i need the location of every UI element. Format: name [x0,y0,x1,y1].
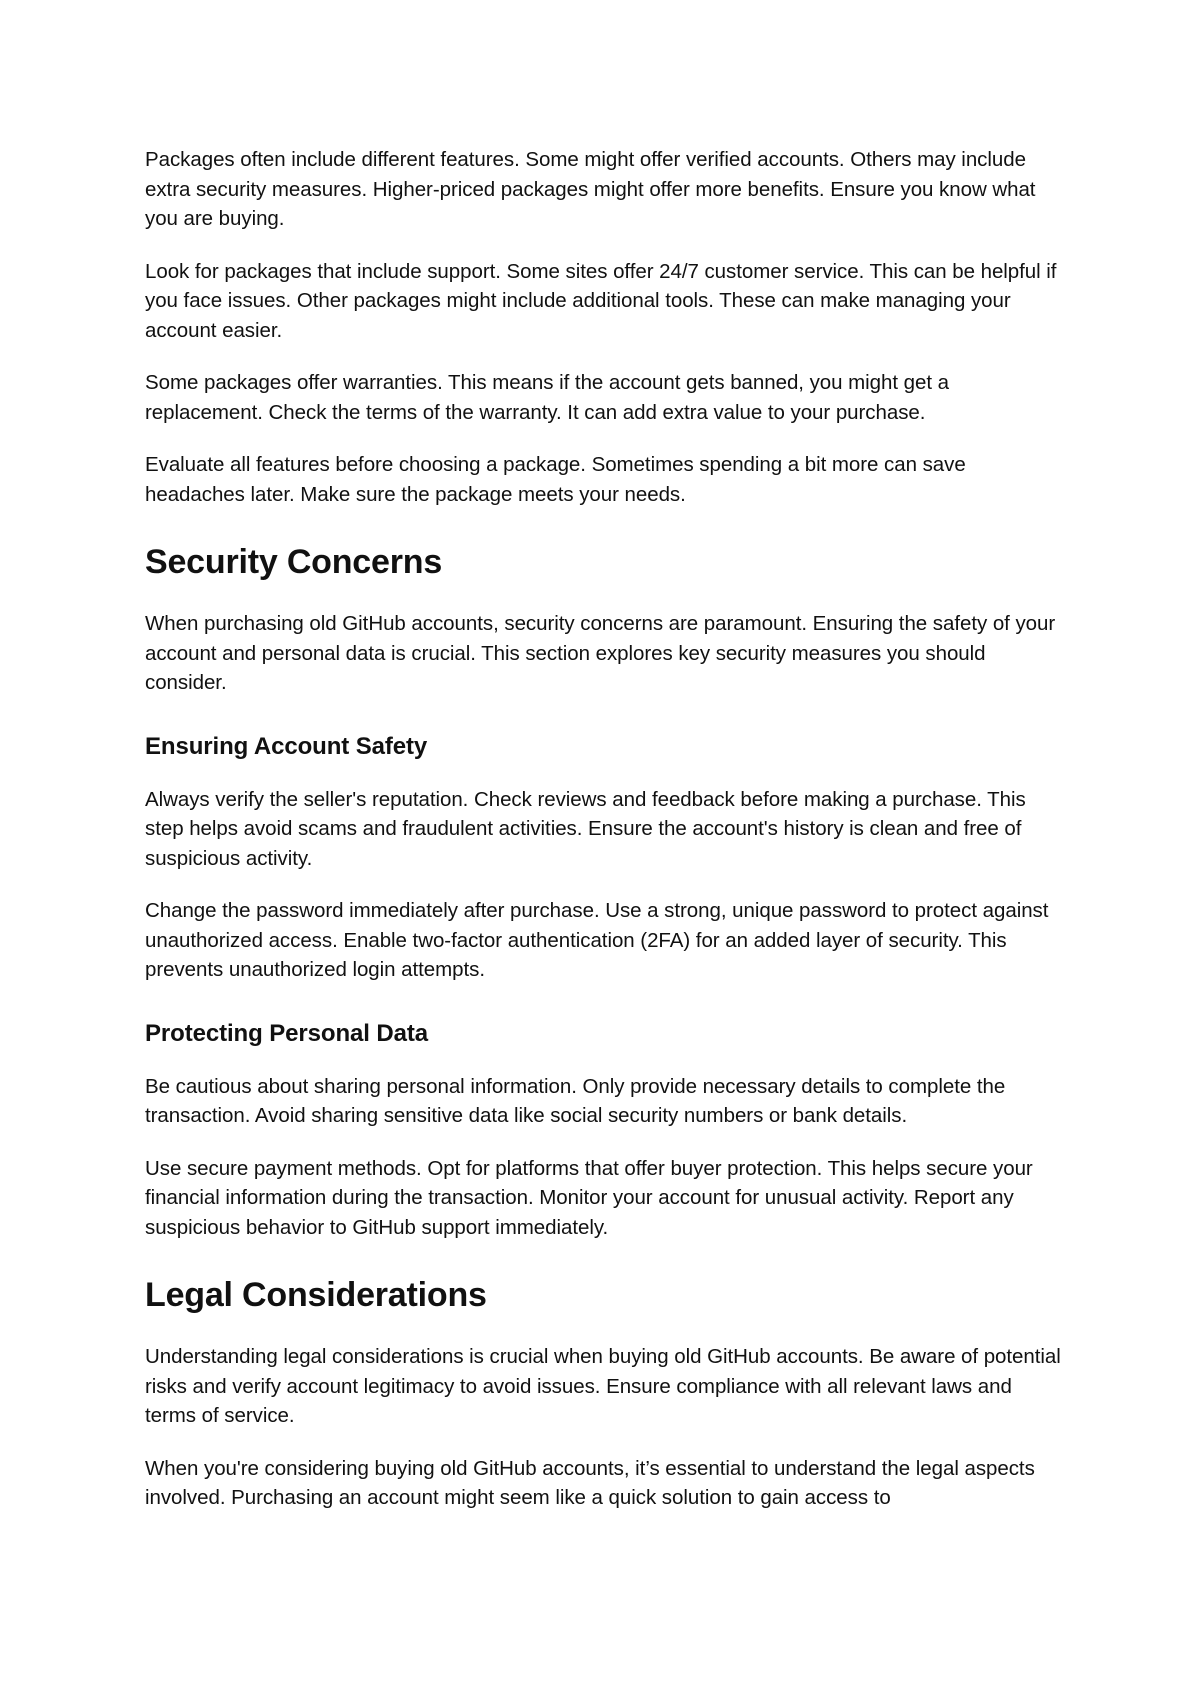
paragraph: When you're considering buying old GitHub accounts, it’s essential to understand the legal aspects involved. Purchasing an account might seem like a quick solution to gain access to [145,1456,1035,1509]
paragraph: Be cautious about sharing personal information. Only provide necessary details to complete the transaction. Avoid sharing sensitive data like social security numbers or bank details. [145,1074,1006,1127]
paragraph: Understanding legal considerations is crucial when buying old GitHub accounts. Be aware of potential risks and verify account legitimacy to avoid issues. Ensure compliance with all relevant laws and terms of service. [145,1345,1061,1427]
paragraph: Look for packages that include support. Some sites offer 24/7 customer service. This can be helpful if you face issues. Other packages might include additional tools. These can make managing your account easier. [145,259,1057,342]
paragraph: Packages often include different features. Some might offer verified accounts. Others may include extra security measures. Higher-priced packages might offer more benefits. Ensure you know what you are buying. [145,148,1036,230]
subheading-personal-data: Protecting Personal Data [145,1019,429,1047]
paragraph: When purchasing old GitHub accounts, security concerns are paramount. Ensuring the safety of your account and personal data is crucial. This section explores key security measures you should consider. [145,612,1056,694]
paragraph: Use secure payment methods. Opt for platforms that offer buyer protection. This helps secure your financial information during the transaction. Monitor your account for unusual activity. Report any suspicious behavior to GitHub support immediately. [145,1156,1033,1239]
security-section [145,542,1065,1242]
document-page [145,145,1065,1536]
paragraph: Change the password immediately after purchase. Use a strong, unique password to protect against unauthorized access. Enable two-factor authentication (2FA) for an added layer of security. This prevents unauthorized login attempts. [145,899,1049,981]
subheading-account-safety: Ensuring Account Safety [145,732,428,760]
section-heading-security: Security Concerns [145,543,443,581]
intro-section [145,145,1065,509]
paragraph: Always verify the seller's reputation. Check reviews and feedback before making a purchase. This step helps avoid scams and fraudulent activities. Ensure the account's history is clean and free of suspicious activity. [145,787,1026,870]
paragraph: Some packages offer warranties. This means if the account gets banned, you might get a replacement. Check the terms of the warranty. It can add extra value to your purchase. [145,371,950,424]
paragraph: Evaluate all features before choosing a package. Sometimes spending a bit more can save headaches later. Make sure the package meets your needs. [145,453,966,506]
section-heading-legal: Legal Considerations [145,1276,487,1314]
legal-section [145,1275,1065,1513]
